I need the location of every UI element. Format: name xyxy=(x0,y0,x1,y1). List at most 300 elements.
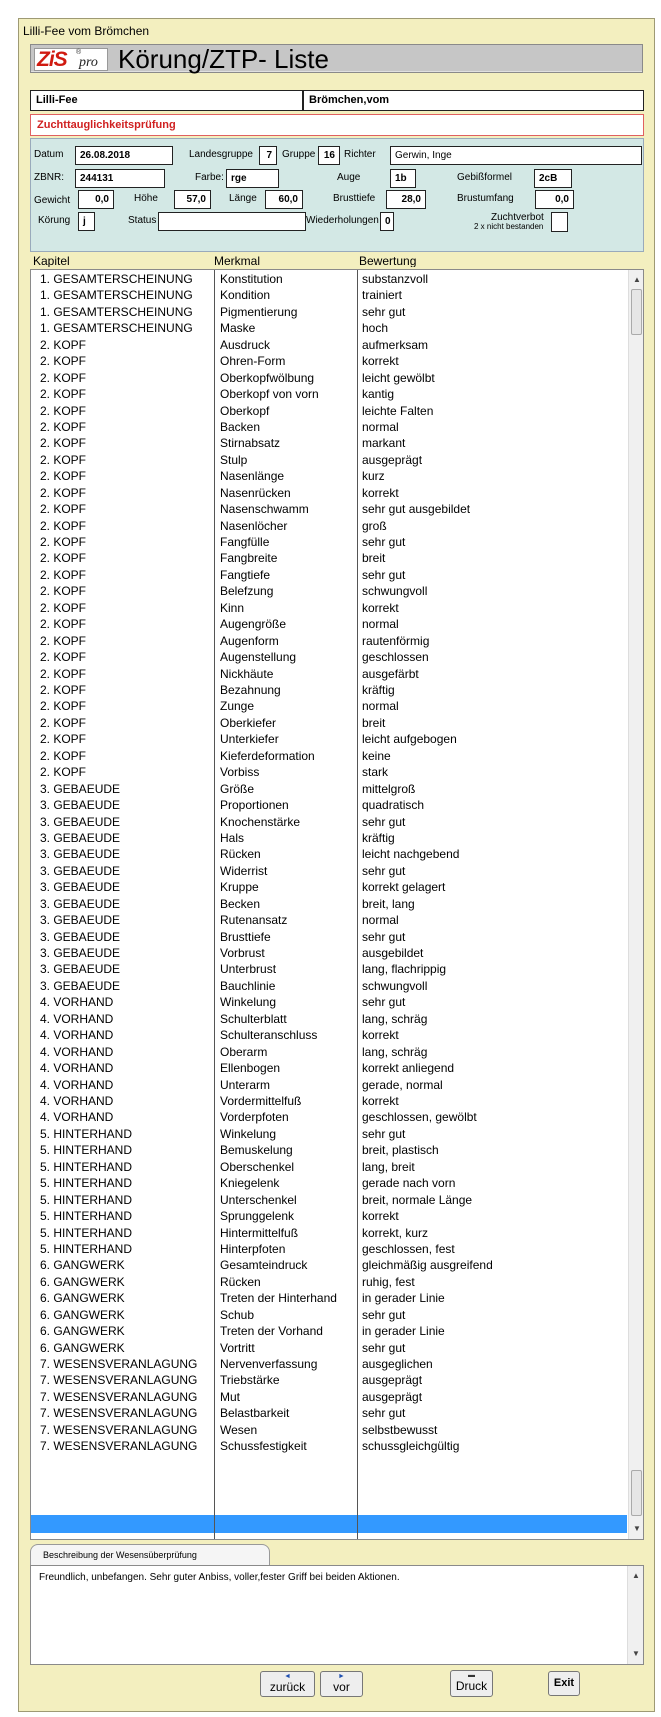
logo-registered-mark: ® xyxy=(76,49,82,56)
cell-bewertung: ausgefärbt xyxy=(362,666,419,681)
cell-merkmal: Bauchlinie xyxy=(220,978,276,993)
cell-kapitel: 2. KOPF xyxy=(40,650,87,665)
cell-kapitel: 2. KOPF xyxy=(40,436,87,451)
description-scrollbar[interactable] xyxy=(627,1566,643,1664)
cell-bewertung: breit, lang xyxy=(362,896,415,911)
cell-bewertung: gerade nach vorn xyxy=(362,1176,456,1191)
cell-bewertung: korrekt, kurz xyxy=(362,1225,429,1240)
dog-name-field[interactable]: Lilli-Fee xyxy=(30,90,303,111)
cell-kapitel: 7. WESENSVERANLAGUNG xyxy=(40,1389,198,1404)
cell-bewertung: sehr gut xyxy=(362,1126,406,1141)
table-row[interactable] xyxy=(31,599,627,617)
koerung-field[interactable]: j xyxy=(78,212,95,231)
cell-kapitel: 7. WESENSVERANLAGUNG xyxy=(40,1439,198,1454)
cell-merkmal: Knochenstärke xyxy=(220,814,301,829)
cell-bewertung: lang, breit xyxy=(362,1159,415,1174)
table-row[interactable] xyxy=(31,763,627,781)
cell-bewertung: schwungvoll xyxy=(362,978,428,993)
zuchtverbot-label: Zuchtverbot xyxy=(491,212,544,223)
table-row[interactable] xyxy=(31,533,627,551)
cell-kapitel: 5. HINTERHAND xyxy=(40,1225,133,1240)
wiederholungen-field[interactable]: 0 xyxy=(380,212,394,231)
table-row[interactable] xyxy=(31,665,627,683)
gewicht-label: Gewicht xyxy=(34,195,71,206)
cell-bewertung: korrekt anliegend xyxy=(362,1061,455,1076)
table-header xyxy=(30,256,644,267)
datum-field[interactable]: 26.08.2018 xyxy=(75,146,173,165)
zbnr-field[interactable]: 244131 xyxy=(75,169,165,188)
table-row[interactable] xyxy=(31,1289,627,1307)
table-row[interactable] xyxy=(31,615,627,633)
cell-merkmal: Brusttiefe xyxy=(220,929,271,944)
table-row[interactable] xyxy=(31,1191,627,1209)
cell-merkmal: Pigmentierung xyxy=(220,304,298,319)
table-row[interactable] xyxy=(31,714,627,732)
table-row[interactable] xyxy=(31,1306,627,1324)
richter-field[interactable]: Gerwin, Inge xyxy=(390,146,642,165)
farbe-label: Farbe: xyxy=(195,172,224,183)
cell-merkmal: Kniegelenk xyxy=(220,1176,280,1191)
scroll-up-arrow-icon[interactable]: ▲ xyxy=(633,275,641,284)
cell-kapitel: 2. KOPF xyxy=(40,617,87,632)
cell-kapitel: 5. HINTERHAND xyxy=(40,1241,133,1256)
table-row[interactable] xyxy=(31,1125,627,1143)
table-row[interactable] xyxy=(31,911,627,929)
scroll-down-arrow-icon[interactable]: ▼ xyxy=(633,1524,641,1533)
table-row[interactable] xyxy=(31,1026,627,1044)
cell-merkmal: Vorderpfoten xyxy=(220,1110,289,1125)
cell-merkmal: Rücken xyxy=(220,1274,261,1289)
cell-bewertung: quadratisch xyxy=(362,798,425,813)
cell-merkmal: Zunge xyxy=(220,699,255,714)
cell-kapitel: 4. VORHAND xyxy=(40,1028,114,1043)
cell-kapitel: 5. HINTERHAND xyxy=(40,1126,133,1141)
cell-bewertung: leicht gewölbt xyxy=(362,370,435,385)
forward-button[interactable] xyxy=(320,1671,363,1697)
cell-merkmal: Nickhäute xyxy=(220,666,274,681)
cell-merkmal: Augenstellung xyxy=(220,650,297,665)
cell-merkmal: Treten der Hinterhand xyxy=(220,1291,337,1306)
cell-merkmal: Vorbiss xyxy=(220,765,260,780)
table-row[interactable] xyxy=(31,352,627,370)
cell-bewertung: schussgleichgültig xyxy=(362,1439,460,1454)
evaluation-table xyxy=(30,269,644,1540)
cell-merkmal: Rutenansatz xyxy=(220,913,288,928)
cell-kapitel: 2. KOPF xyxy=(40,732,87,747)
cell-kapitel: 4. VORHAND xyxy=(40,1061,114,1076)
cell-kapitel: 7. WESENSVERANLAGUNG xyxy=(40,1373,198,1388)
cell-kapitel: 7. WESENSVERANLAGUNG xyxy=(40,1406,198,1421)
cell-bewertung: normal xyxy=(362,419,399,434)
kennel-name-field[interactable]: Brömchen,vom xyxy=(303,90,644,111)
cell-merkmal: Vorbrust xyxy=(220,946,265,961)
cell-kapitel: 2. KOPF xyxy=(40,748,87,763)
cell-bewertung: lang, schräg xyxy=(362,1044,428,1059)
table-row[interactable] xyxy=(31,1388,627,1406)
cell-kapitel: 3. GEBAEUDE xyxy=(40,929,121,944)
table-row[interactable] xyxy=(31,1421,627,1439)
table-row[interactable] xyxy=(31,385,627,403)
cell-bewertung: gleichmäßig ausgreifend xyxy=(362,1258,493,1273)
table-row[interactable] xyxy=(31,451,627,469)
column-header-kapitel[interactable]: Kapitel xyxy=(33,256,70,267)
cell-merkmal: Becken xyxy=(220,896,261,911)
cell-kapitel: 2. KOPF xyxy=(40,633,87,648)
gebissformel-field[interactable]: 2cB xyxy=(534,169,572,188)
cell-kapitel: 6. GANGWERK xyxy=(40,1291,125,1306)
cell-merkmal: Winkelung xyxy=(220,995,277,1010)
arrow-left-icon: ◄ xyxy=(284,1673,291,1680)
cell-merkmal: Belefzung xyxy=(220,584,274,599)
back-button[interactable] xyxy=(260,1671,315,1697)
table-row[interactable] xyxy=(31,369,627,387)
print-button[interactable] xyxy=(450,1670,493,1697)
column-header-bewertung[interactable]: Bewertung xyxy=(359,256,417,267)
cell-merkmal: Backen xyxy=(220,419,261,434)
cell-bewertung: markant xyxy=(362,436,406,451)
cell-bewertung: ausgeprägt xyxy=(362,1373,423,1388)
table-row[interactable] xyxy=(31,418,627,436)
table-row[interactable] xyxy=(31,1174,627,1192)
auge-label: Auge xyxy=(337,172,361,183)
table-row[interactable] xyxy=(31,549,627,567)
cell-merkmal: Stulp xyxy=(220,452,248,467)
status-field[interactable] xyxy=(158,212,306,231)
column-divider xyxy=(357,270,358,1540)
cell-kapitel: 4. VORHAND xyxy=(40,995,114,1010)
cell-bewertung: sehr gut xyxy=(362,567,406,582)
cell-kapitel: 4. VORHAND xyxy=(40,1011,114,1026)
table-row[interactable] xyxy=(31,1141,627,1159)
cell-kapitel: 2. KOPF xyxy=(40,584,87,599)
table-row[interactable] xyxy=(31,467,627,485)
window-title: Lilli-Fee vom Brömchen xyxy=(23,24,150,38)
cell-kapitel: 7. WESENSVERANLAGUNG xyxy=(40,1422,198,1437)
landesgruppe-label: Landesgruppe xyxy=(189,149,253,160)
description-tab[interactable]: Beschreibung der Wesensüberprüfung xyxy=(30,1544,270,1566)
table-scrollbar[interactable] xyxy=(628,270,644,1539)
cell-merkmal: Unterschenkel xyxy=(220,1192,297,1207)
koerung-label: Körung xyxy=(38,215,71,226)
laenge-field[interactable]: 60,0 xyxy=(265,190,303,209)
cell-merkmal: Oberarm xyxy=(220,1044,268,1059)
zbnr-label: ZBNR: xyxy=(34,172,64,183)
table-row[interactable] xyxy=(31,780,627,798)
table-row[interactable] xyxy=(31,944,627,962)
print-button-label: Druck xyxy=(455,1679,488,1693)
cell-kapitel: 2. KOPF xyxy=(40,765,87,780)
cell-kapitel: 1. GESAMTERSCHEINUNG xyxy=(40,272,193,286)
table-row[interactable] xyxy=(31,1437,627,1455)
back-button-label: zurück xyxy=(269,1680,306,1694)
cell-bewertung: korrekt gelagert xyxy=(362,880,446,895)
scrollbar-thumb[interactable] xyxy=(631,289,642,335)
cell-merkmal: Oberkopf xyxy=(220,403,270,418)
cell-kapitel: 2. KOPF xyxy=(40,699,87,714)
table-row[interactable] xyxy=(31,1076,627,1094)
cell-bewertung: trainiert xyxy=(362,288,403,303)
cell-bewertung: ausgeprägt xyxy=(362,1389,423,1404)
cell-bewertung: ausgebildet xyxy=(362,946,424,961)
cell-bewertung: ausgeprägt xyxy=(362,452,423,467)
cell-bewertung: sehr gut xyxy=(362,1406,406,1421)
cell-merkmal: Kruppe xyxy=(220,880,259,895)
table-row[interactable] xyxy=(31,1404,627,1422)
zis-pro-logo xyxy=(34,48,108,71)
cell-merkmal: Oberschenkel xyxy=(220,1159,295,1174)
table-row[interactable] xyxy=(31,648,627,666)
selected-empty-row[interactable] xyxy=(31,1515,627,1533)
cell-bewertung: selbstbewusst xyxy=(362,1422,438,1437)
table-row[interactable] xyxy=(31,878,627,896)
cell-kapitel: 3. GEBAEUDE xyxy=(40,798,121,813)
cell-kapitel: 6. GANGWERK xyxy=(40,1274,125,1289)
cell-bewertung: breit, normale Länge xyxy=(362,1192,473,1207)
gruppe-label: Gruppe xyxy=(282,149,316,160)
cell-merkmal: Bezahnung xyxy=(220,683,281,697)
cell-merkmal: Ellenbogen xyxy=(220,1061,281,1076)
table-row[interactable] xyxy=(31,1322,627,1340)
table-row[interactable] xyxy=(31,697,627,715)
cell-kapitel: 3. GEBAEUDE xyxy=(40,913,121,928)
table-row[interactable] xyxy=(31,895,627,913)
cell-kapitel: 2. KOPF xyxy=(40,387,87,402)
table-row[interactable] xyxy=(31,1256,627,1274)
cell-merkmal: Unterarm xyxy=(220,1077,271,1092)
cell-merkmal: Fangtiefe xyxy=(220,567,271,582)
gruppe-field[interactable]: 16 xyxy=(318,146,340,165)
cell-bewertung: geschlossen, gewölbt xyxy=(362,1110,477,1125)
table-row[interactable] xyxy=(31,730,627,748)
table-row[interactable] xyxy=(31,1010,627,1028)
cell-kapitel: 2. KOPF xyxy=(40,600,87,615)
cell-merkmal: Widerrist xyxy=(220,863,268,878)
cell-bewertung: lang, schräg xyxy=(362,1011,428,1026)
cell-kapitel: 3. GEBAEUDE xyxy=(40,962,121,977)
cell-bewertung: keine xyxy=(362,748,391,763)
table-row[interactable] xyxy=(31,1355,627,1373)
table-row[interactable] xyxy=(31,1059,627,1077)
cell-bewertung: aufmerksam xyxy=(362,337,429,352)
table-row[interactable] xyxy=(31,1207,627,1225)
cell-bewertung: kurz xyxy=(362,469,385,484)
table-row[interactable] xyxy=(31,484,627,502)
cell-kapitel: 2. KOPF xyxy=(40,502,87,517)
table-row[interactable] xyxy=(31,1224,627,1242)
cell-kapitel: 2. KOPF xyxy=(40,551,87,566)
gewicht-field[interactable]: 0,0 xyxy=(78,190,114,209)
printer-icon: ▬ xyxy=(468,1672,475,1679)
cell-bewertung: gerade, normal xyxy=(362,1077,443,1092)
description-text: Freundlich, unbefangen. Sehr guter Anbiss, voller,fester Griff bei beiden Aktionen. xyxy=(39,1572,400,1583)
main-window xyxy=(18,18,655,1712)
cell-merkmal: Nasenlöcher xyxy=(220,518,288,533)
table-row[interactable] xyxy=(31,1371,627,1389)
column-divider xyxy=(214,270,215,1540)
cell-merkmal: Stirnabsatz xyxy=(220,436,281,451)
cell-merkmal: Ausdruck xyxy=(220,337,271,352)
cell-bewertung: breit xyxy=(362,551,386,566)
cell-kapitel: 2. KOPF xyxy=(40,337,87,352)
table-row[interactable] xyxy=(31,319,627,337)
cell-bewertung: geschlossen xyxy=(362,650,429,665)
cell-merkmal: Mut xyxy=(220,1389,241,1404)
table-row[interactable] xyxy=(31,960,627,978)
cell-bewertung: korrekt xyxy=(362,1028,399,1043)
cell-bewertung: ausgeglichen xyxy=(362,1357,433,1372)
table-row[interactable] xyxy=(31,928,627,946)
cell-kapitel: 2. KOPF xyxy=(40,419,87,434)
table-row[interactable] xyxy=(31,517,627,535)
table-row[interactable] xyxy=(31,286,627,304)
table-row[interactable] xyxy=(31,1339,627,1357)
logo-sub-text: pro xyxy=(79,55,98,70)
cell-kapitel: 2. KOPF xyxy=(40,469,87,484)
cell-kapitel: 5. HINTERHAND xyxy=(40,1159,133,1174)
cell-kapitel: 3. GEBAEUDE xyxy=(40,880,121,895)
exam-form xyxy=(30,138,644,252)
cell-bewertung: lang, flachrippig xyxy=(362,962,447,977)
cell-bewertung: sehr gut xyxy=(362,1340,406,1355)
cell-bewertung: stark xyxy=(362,765,389,780)
cell-merkmal: Größe xyxy=(220,781,255,796)
hoehe-field[interactable]: 57,0 xyxy=(174,190,211,209)
cell-kapitel: 3. GEBAEUDE xyxy=(40,781,121,796)
cell-kapitel: 3. GEBAEUDE xyxy=(40,814,121,829)
richter-label: Richter xyxy=(344,149,376,160)
cell-bewertung: sehr gut xyxy=(362,814,406,829)
cell-kapitel: 6. GANGWERK xyxy=(40,1324,125,1339)
table-row[interactable] xyxy=(31,1092,627,1110)
cell-merkmal: Treten der Vorhand xyxy=(220,1324,323,1339)
cell-bewertung: geschlossen, fest xyxy=(362,1241,455,1256)
cell-bewertung: leicht nachgebend xyxy=(362,847,460,862)
table-row[interactable] xyxy=(31,500,627,518)
table-row[interactable] xyxy=(31,747,627,765)
cell-kapitel: 2. KOPF xyxy=(40,452,87,467)
section-title: Zuchttauglichkeitsprüfung xyxy=(30,114,644,136)
cell-merkmal: Gesamteindruck xyxy=(220,1258,308,1273)
cell-merkmal: Sprunggelenk xyxy=(220,1209,295,1224)
table-row[interactable] xyxy=(31,336,627,354)
cell-bewertung: breit, plastisch xyxy=(362,1143,439,1158)
cell-kapitel: 4. VORHAND xyxy=(40,1044,114,1059)
scroll-down-arrow-icon[interactable]: ▼ xyxy=(632,1649,640,1658)
table-row[interactable] xyxy=(31,1240,627,1258)
table-row[interactable] xyxy=(31,993,627,1011)
cell-bewertung: substanzvoll xyxy=(362,272,429,286)
cell-merkmal: Bemuskelung xyxy=(220,1143,293,1158)
table-row[interactable] xyxy=(31,582,627,600)
scrollbar-thumb-lower[interactable] xyxy=(631,1470,642,1516)
page-title: Körung/ZTP- Liste xyxy=(118,44,329,74)
table-row[interactable] xyxy=(31,796,627,814)
description-textarea[interactable] xyxy=(30,1565,644,1665)
cell-kapitel: 6. GANGWERK xyxy=(40,1340,125,1355)
cell-bewertung: korrekt xyxy=(362,1094,399,1108)
scroll-up-arrow-icon[interactable]: ▲ xyxy=(632,1571,640,1580)
table-row[interactable] xyxy=(31,829,627,847)
cell-bewertung: rautenförmig xyxy=(362,633,430,648)
table-row[interactable] xyxy=(31,1108,627,1126)
cell-bewertung: normal xyxy=(362,699,399,714)
table-row[interactable] xyxy=(31,681,627,699)
cell-merkmal: Wesen xyxy=(220,1422,258,1437)
cell-kapitel: 1. GESAMTERSCHEINUNG xyxy=(40,321,193,336)
cell-kapitel: 4. VORHAND xyxy=(40,1077,114,1092)
farbe-field[interactable]: rge xyxy=(226,169,279,188)
wiederholungen-label: Wiederholungen xyxy=(306,215,379,226)
cell-bewertung: korrekt xyxy=(362,485,399,500)
table-row[interactable] xyxy=(31,632,627,650)
brustumfang-field[interactable]: 0,0 xyxy=(535,190,574,209)
cell-kapitel: 5. HINTERHAND xyxy=(40,1143,133,1158)
table-row[interactable] xyxy=(31,270,627,288)
table-row[interactable] xyxy=(31,402,627,420)
cell-kapitel: 6. GANGWERK xyxy=(40,1307,125,1322)
cell-bewertung: normal xyxy=(362,617,399,632)
cell-merkmal: Rücken xyxy=(220,847,261,862)
cell-kapitel: 2. KOPF xyxy=(40,666,87,681)
table-row[interactable] xyxy=(31,862,627,880)
cell-bewertung: sehr gut xyxy=(362,535,406,550)
cell-kapitel: 2. KOPF xyxy=(40,485,87,500)
cell-bewertung: sehr gut xyxy=(362,1307,406,1322)
cell-bewertung: leicht aufgebogen xyxy=(362,732,457,747)
table-row[interactable] xyxy=(31,566,627,584)
cell-bewertung: korrekt xyxy=(362,354,399,369)
cell-merkmal: Ohren-Form xyxy=(220,354,286,369)
cell-merkmal: Vortritt xyxy=(220,1340,255,1355)
auge-field[interactable]: 1b xyxy=(390,169,416,188)
table-row[interactable] xyxy=(31,1043,627,1061)
arrow-right-icon: ► xyxy=(338,1673,345,1680)
cell-merkmal: Maske xyxy=(220,321,256,336)
table-row[interactable] xyxy=(31,434,627,452)
zuchtverbot-sublabel: 2 x nicht bestanden xyxy=(474,222,544,231)
table-row[interactable] xyxy=(31,1158,627,1176)
cell-bewertung: mittelgroß xyxy=(362,781,416,796)
cell-bewertung: groß xyxy=(362,518,387,533)
landesgruppe-field[interactable]: 7 xyxy=(259,146,277,165)
table-row[interactable] xyxy=(31,303,627,321)
cell-kapitel: 6. GANGWERK xyxy=(40,1258,125,1273)
cell-bewertung: in gerader Linie xyxy=(362,1324,445,1339)
cell-merkmal: Hals xyxy=(220,830,245,845)
cell-kapitel: 4. VORHAND xyxy=(40,1094,114,1108)
cell-merkmal: Fangbreite xyxy=(220,551,278,566)
cell-bewertung: ruhig, fest xyxy=(362,1274,415,1289)
cell-kapitel: 2. KOPF xyxy=(40,354,87,369)
cell-merkmal: Oberkiefer xyxy=(220,715,277,730)
gebissformel-label: Gebißformel xyxy=(457,172,513,183)
zuchtverbot-checkbox[interactable] xyxy=(551,212,568,232)
table-row[interactable] xyxy=(31,1273,627,1291)
cell-bewertung: korrekt xyxy=(362,1209,399,1224)
cell-kapitel: 3. GEBAEUDE xyxy=(40,896,121,911)
cell-bewertung: sehr gut xyxy=(362,929,406,944)
app-banner xyxy=(30,44,643,73)
table-row[interactable] xyxy=(31,813,627,831)
cell-bewertung: sehr gut ausgebildet xyxy=(362,502,471,517)
cell-kapitel: 1. GESAMTERSCHEINUNG xyxy=(40,304,193,319)
column-header-merkmal[interactable]: Merkmal xyxy=(214,256,261,267)
table-row[interactable] xyxy=(31,977,627,995)
table-row[interactable] xyxy=(31,845,627,863)
cell-merkmal: Kieferdeformation xyxy=(220,748,315,763)
brusttiefe-field[interactable]: 28,0 xyxy=(386,190,426,209)
exit-button[interactable]: Exit xyxy=(548,1671,580,1696)
